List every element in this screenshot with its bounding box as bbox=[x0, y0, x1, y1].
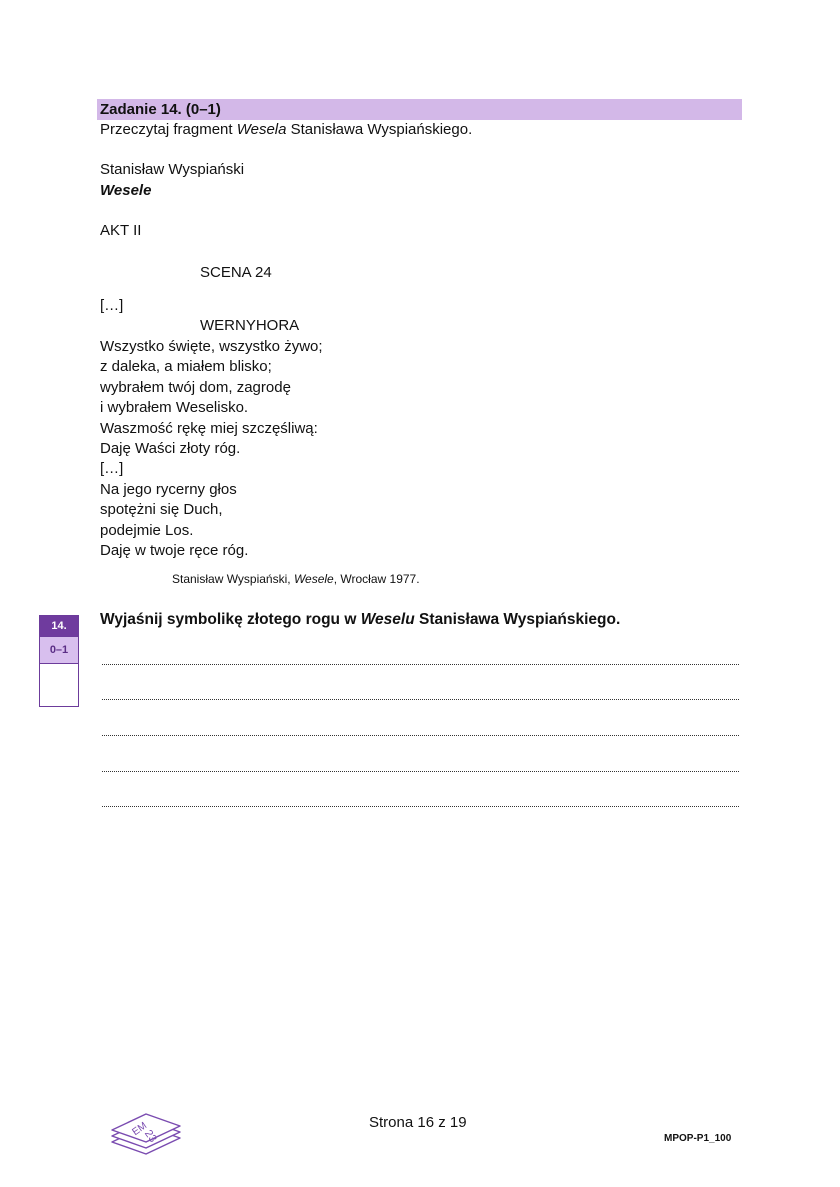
verse-line: Daję Waści złoty róg. bbox=[100, 439, 241, 457]
question-prefix: Wyjaśnij symbolikę złotego rogu w bbox=[100, 611, 361, 628]
page-number: Strona 16 z 19 bbox=[369, 1114, 467, 1131]
excerpt-act: AKT II bbox=[100, 222, 142, 239]
source-text-end: , Wrocław 1977. bbox=[333, 572, 420, 586]
answer-line-5[interactable] bbox=[102, 806, 739, 807]
verse-line: Wszystko święte, wszystko żywo; bbox=[100, 338, 323, 355]
score-entry-cell[interactable] bbox=[40, 664, 78, 708]
question-text bbox=[100, 610, 620, 630]
verse-line: […] bbox=[100, 460, 124, 478]
instruction-text-end: Stanisława Wyspiańskiego. bbox=[286, 121, 473, 138]
verse-line: Na jego rycerny głos bbox=[100, 480, 237, 498]
instruction-text: Przeczytaj fragment bbox=[100, 121, 237, 138]
excerpt-source bbox=[172, 571, 420, 587]
source-italic-title: Wesele bbox=[293, 572, 334, 586]
question-suffix: Stanisława Wyspiańskiego. bbox=[414, 611, 621, 628]
svg-text:EM: EM bbox=[130, 1120, 150, 1139]
excerpt-omission: […] bbox=[100, 297, 124, 314]
instruction-italic-title: Wesela bbox=[236, 121, 287, 138]
source-text: Stanisław Wyspiański, bbox=[172, 572, 294, 586]
answer-line-3[interactable] bbox=[102, 735, 739, 736]
score-box bbox=[39, 615, 79, 707]
excerpt-scene: SCENA 24 bbox=[200, 264, 272, 281]
excerpt-verses bbox=[100, 337, 323, 561]
score-task-number: 14. bbox=[40, 616, 78, 636]
score-range: 0–1 bbox=[40, 636, 78, 664]
excerpt-speaker: WERNYHORA bbox=[200, 317, 300, 334]
verse-line: wybrałem twój dom, zagrodę bbox=[100, 378, 291, 396]
verse-line: spotężni się Duch, bbox=[100, 501, 223, 519]
verse-line: z daleka, a miałem blisko; bbox=[100, 358, 272, 376]
cke-logo-icon bbox=[110, 1108, 182, 1158]
task-instruction bbox=[100, 120, 472, 141]
excerpt-author: Stanisław Wyspiański bbox=[100, 161, 245, 178]
task-header-bar bbox=[97, 99, 742, 120]
exam-code: MPOP-P1_100 bbox=[664, 1133, 732, 1144]
task-header-title: Zadanie 14. (0–1) bbox=[100, 101, 221, 118]
answer-line-1[interactable] bbox=[102, 664, 739, 665]
answer-line-2[interactable] bbox=[102, 699, 739, 700]
verse-line: podejmie Los. bbox=[100, 521, 194, 539]
verse-line: i wybrałem Weselisko. bbox=[100, 399, 249, 417]
verse-line: Daję w twoje ręce róg. bbox=[100, 541, 249, 559]
svg-text:23: 23 bbox=[141, 1127, 159, 1145]
excerpt-title: Wesele bbox=[100, 182, 152, 199]
verse-line: Waszmość rękę miej szczęśliwą: bbox=[100, 419, 318, 437]
answer-line-4[interactable] bbox=[102, 771, 739, 772]
question-italic-title: Weselu bbox=[360, 611, 415, 628]
